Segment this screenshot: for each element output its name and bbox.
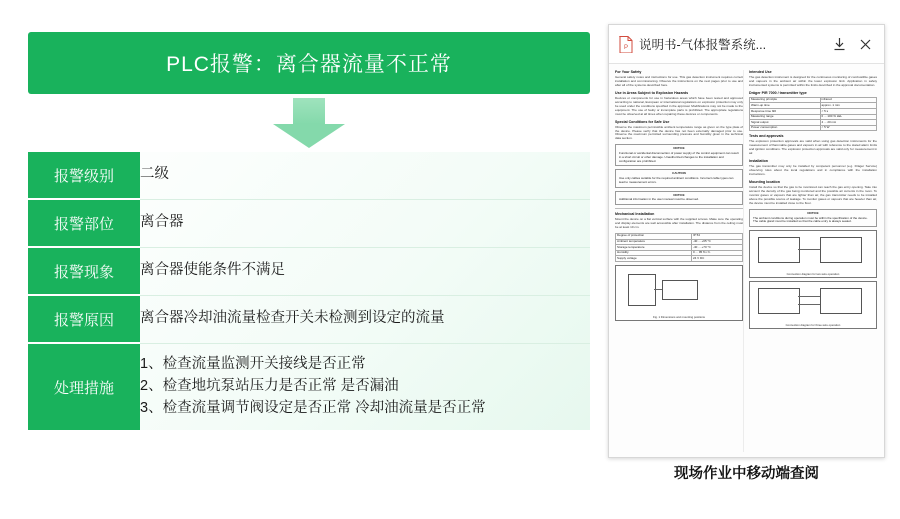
spec-key: Ambient temperature: [616, 239, 692, 245]
doc-heading: For Your Safety: [615, 70, 642, 74]
spec-key: Signal output: [750, 120, 821, 126]
doc-notice-title-3: NOTICE: [807, 210, 819, 215]
spec-val: -40 ... +65 °C: [692, 239, 743, 245]
spec-val: < 5 W: [820, 125, 876, 131]
figure-shape: [820, 237, 862, 263]
download-icon[interactable]: [828, 33, 850, 55]
spec-key: Degree of protection: [616, 233, 692, 239]
figure-connector: [798, 296, 820, 297]
spec-val: 24 V DC: [692, 256, 743, 262]
document-left-column: [615, 70, 744, 452]
doc-figure-3: [749, 281, 877, 329]
row-value-cause: 离合器冷却油流量检查开关未检测到设定的流量: [140, 295, 590, 343]
spec-val: infrared: [820, 97, 876, 103]
doc-notice-body: Functional or accidental disconnection of power supply of the control equipment can result in a short circuit or other damage. Unauthorized changes to the installation and configuration are prohibited.: [619, 151, 739, 163]
table-row: [28, 295, 590, 343]
spec-val: < 5 s: [820, 109, 876, 115]
document-viewer[interactable]: [608, 24, 885, 458]
figure-caption: Connection diagram for two-wire operation: [786, 272, 840, 277]
doc-spec-table: [615, 233, 743, 262]
alarm-card: [28, 32, 590, 457]
table-row: [28, 152, 590, 199]
measure-line-3: 3、检查流量调节阀设定是否正常 冷却油流量是否正常: [140, 399, 486, 416]
table-row: [28, 343, 590, 430]
spec-key: Warm-up time: [750, 103, 821, 109]
row-value-symptom: 离合器使能条件不满足: [140, 247, 590, 295]
doc-paragraph: The gas detection instrument is designed for the continuous monitoring of combustible gases and vapours in the ambient air within the lower explosion limit. Application in safety instrumented systems is permitted within the limits described in the approval documentation.: [749, 74, 877, 87]
row-value-location: 离合器: [140, 199, 590, 247]
doc-heading: Tests and approvals: [749, 134, 784, 139]
doc-figure-2: [749, 230, 877, 278]
row-label-measures: 处理措施: [28, 343, 140, 430]
doc-subparagraph: Mount the device on a flat vertical surface with the supplied screws. Make sure the operating and display elements are well accessible after installation. The distance from the ceiling must be at least 10 cm.: [615, 217, 743, 230]
doc-heading: Special Conditions for Safe Use: [615, 119, 670, 124]
doc-paragraph: Install the device so that the gas to be monitored can reach the gas entry opening. Take into account the density of the gas being monitored and the possible air currents in the room. To monitor gases or vapours that are lighter than air, the gas transmitter needs to be installed above the possible source of leakage. To monitor gases or vapours that are heavier than air, the device must be installed close to the floor.: [749, 185, 877, 205]
doc-paragraph: The gas transmitter may only be installed by competent personnel (e.g. Dräger Service) observing rules about the local regulations and in compliance with the installation instructions.: [749, 164, 877, 177]
spec-key: Humidity: [616, 250, 692, 256]
spec-val: 0 ... 100 % LEL: [820, 114, 876, 120]
spec-key: Supply voltage: [616, 256, 692, 262]
spec-key: Storage temperature: [616, 245, 692, 251]
pdf-file-icon: [619, 36, 633, 53]
spec-val: 4 ... 20 mA: [820, 120, 876, 126]
measure-line-2: 2、检查地坑泵站压力是否正常 是否漏油: [140, 377, 399, 394]
doc-paragraph: Devices or components for use in hazardous areas which have been tested and approved according to national, European or international regulations on explosion protection may only be used under the conditions specified in the approval. Modifications may not be made to the equipment. The use of faulty or incomplete parts is prohibited. The appropriate regulations must be observed at all times when repairing these devices or components.: [615, 95, 743, 116]
spec-key: Power consumption: [750, 125, 821, 131]
row-label-location: 报警部位: [28, 199, 140, 247]
figure-shape: [662, 280, 698, 300]
document-right-column: [749, 70, 877, 452]
doc-spec-table-2: [749, 97, 877, 132]
document-viewer-header: [609, 25, 884, 64]
figure-shape: [628, 274, 656, 306]
row-label-cause: 报警原因: [28, 295, 140, 343]
doc-notice-box: [615, 144, 743, 166]
doc-paragraph: General safety notes and instructions for use. This gas detection instrument requires correct installation and commissioning. Observe the instructions on the next pages prior to use and after all of the systems described here.: [615, 74, 743, 87]
arrow-head: [273, 124, 345, 148]
figure-shape: [820, 288, 862, 314]
table-row: [616, 256, 743, 262]
document-title: 说明书-气体报警系统...: [639, 38, 767, 52]
row-label-symptom: 报警现象: [28, 247, 140, 295]
figure-caption: Fig. 1 Dimensions and mounting positions: [653, 314, 705, 319]
figure-shape: [758, 288, 800, 314]
doc-notice-body-2: Additional information in the user manual must be observed.: [619, 197, 699, 202]
doc-figure-1: [615, 265, 743, 321]
doc-notice-box-2: [615, 191, 743, 206]
row-value-level: 二级: [140, 152, 590, 199]
spec-val: 0 ... 95 % r.h.: [692, 250, 743, 256]
spec-key: Response time t90: [750, 109, 821, 115]
arrow-shaft: [293, 98, 325, 124]
doc-subheading: Mechanical Installation: [615, 212, 655, 217]
spec-val: IP 54: [692, 233, 743, 239]
svg-text:P: P: [623, 44, 629, 51]
row-value-measures: [140, 343, 590, 430]
figure-connector: [798, 249, 820, 250]
figure-connector: [654, 289, 662, 290]
doc-paragraph: The explosion protection approvals are valid when using gas detection instruments for the measurement of flammable gases and vapours in air with reference to the stated alarm limits and ignition conditions. The explosion protection approvals are valid only for measurement in air.: [749, 139, 877, 156]
spec-key: Measuring range: [750, 114, 821, 120]
doc-divider: [615, 208, 743, 209]
document-page[interactable]: [609, 64, 884, 458]
doc-heading: Installation: [749, 159, 768, 164]
alarm-title-banner: PLC报警：离合器流量不正常: [28, 32, 590, 94]
figure-connector: [798, 304, 820, 305]
doc-caution-title: CAUTION: [672, 171, 686, 176]
figure-caption: Connection diagram for three-wire operation: [785, 323, 841, 328]
spec-val: -40 ... +70 °C: [692, 245, 743, 251]
doc-caution-box: [615, 169, 743, 187]
table-row: [28, 199, 590, 247]
doc-notice-title-2: NOTICE: [673, 192, 685, 197]
doc-heading: Intended Use: [749, 70, 772, 74]
doc-caution-body: Use only cables suitable for the required ambient conditions. Incorrect cable types can lead to measurement errors.: [619, 176, 734, 184]
doc-heading: Use in Areas Subject to Explosion Hazards: [615, 90, 689, 95]
row-label-level: 报警级别: [28, 152, 140, 199]
table-row: [28, 247, 590, 295]
doc-notice-body-3: The ambient conditions during operation must be within the specification of the device. The cable gland must be installed so that the cable entry is always sealed.: [753, 215, 868, 224]
flow-arrow: [28, 94, 590, 152]
measure-line-1: 1、检查流量监测开关接线是否正常: [140, 356, 366, 373]
doc-heading: Mounting location: [749, 180, 780, 185]
spec-val: approx. 1 min: [820, 103, 876, 109]
doc-heading: Dräger PIR 7000 / transmitter type: [749, 90, 807, 95]
down-arrow-icon: [273, 98, 345, 148]
doc-notice-box-3: [749, 209, 877, 227]
doc-paragraph: Observe the maximum permissible ambient temperature range as given on the type plate of the device. Please verify that the device has not been externally damaged prior to use. Observe the maximum permitted surrounding pressure and humidity given in the technical data section.: [615, 124, 743, 141]
spec-key: Measuring principle: [750, 97, 821, 103]
figure-shape: [758, 237, 800, 263]
close-icon[interactable]: [854, 33, 876, 55]
doc-notice-title: NOTICE: [673, 146, 685, 151]
table-row: [750, 125, 877, 131]
document-viewer-caption: 现场作业中移动端查阅: [674, 466, 819, 482]
alarm-details-table: [28, 152, 590, 430]
